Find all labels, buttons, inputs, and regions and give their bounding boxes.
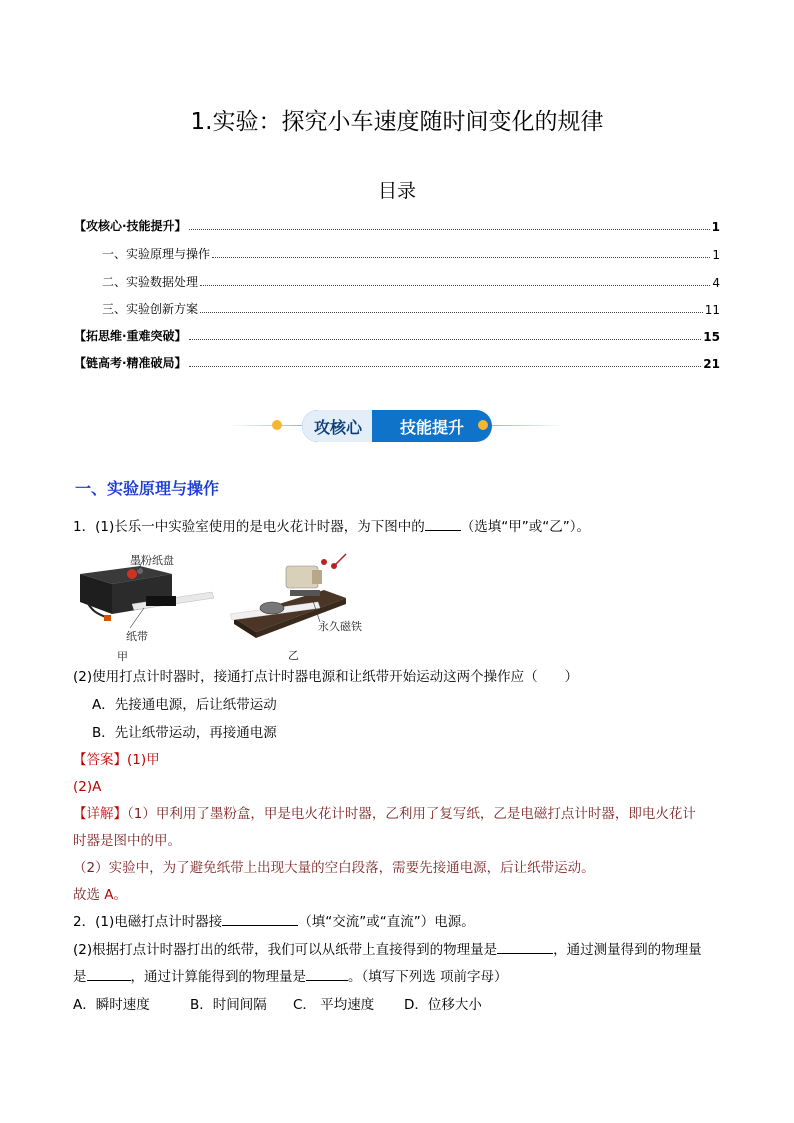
banner-dot-right (478, 420, 488, 430)
toc-entry-label: 【拓思维·重难突破】 (74, 329, 187, 343)
q2-blank-1[interactable] (222, 913, 298, 926)
toc-entry-page: 1 (711, 220, 720, 234)
toc-title: 目录 (377, 180, 416, 202)
figure-electromagnetic-timer (228, 548, 378, 664)
caption-zhidai: 纸带 (126, 630, 148, 643)
banner-line-right (492, 425, 564, 426)
toc-leader-dots (200, 312, 703, 313)
toc-entry-page: 21 (703, 357, 720, 371)
toc-entry-page: 15 (703, 330, 720, 344)
detail-text-1: （1）甲利用了墨粉盒，甲是电火花计时器，乙利用了复写纸，乙是电磁打点计时器，即电火花计 (127, 806, 696, 822)
toc-entry-label: 【链高考·精准破局】 (74, 356, 187, 370)
q1-answer-line1 (73, 751, 160, 769)
q2-part2-start: 是 (73, 969, 87, 985)
q1-part2: (2)使用打点计时器时，接通打点计时器电源和让纸带开始运动这两个操作应（ ） (73, 669, 579, 685)
toc-entry-label: 【攻核心·技能提升】 (74, 219, 187, 233)
section-heading: 一、实验原理与操作 (75, 479, 220, 498)
q2-part1-text: 2．(1)电磁打点计时器接 (73, 914, 223, 930)
document-title: 1.实验：探究小车速度随时间变化的规律 (190, 109, 604, 135)
q1-detail-line2: 时器是图中的甲。 (73, 833, 181, 849)
section-banner (228, 404, 564, 446)
toc-entry-label: 三、实验创新方案 (102, 302, 199, 316)
spark-timer-illustration (72, 552, 222, 664)
toc-leader-dots (189, 339, 702, 340)
q2-part2-text: (2)根据打点计时器打出的纸带，我们可以从纸带上直接得到的物理量是 (73, 942, 498, 958)
toc-entry-gonghexin[interactable] (74, 216, 720, 234)
toc-entry-label: 一、实验原理与操作 (102, 247, 211, 261)
conclusion-text: 故选 (73, 887, 105, 903)
q1-option-a[interactable]: A．先接通电源，后让纸带运动 (92, 697, 277, 713)
q1-part1-suffix: （选填“甲”或“乙”）。 (460, 519, 590, 535)
q2-blank-4[interactable] (306, 968, 348, 981)
electromagnetic-timer-illustration (228, 548, 378, 664)
banner-right-text: 技能提升 (399, 417, 464, 437)
toc-leader-dots (189, 366, 702, 367)
conclusion-end: 。 (113, 887, 128, 903)
caption-yongjiu-citie: 永久磁铁 (318, 620, 362, 633)
toc-entry-page: 1 (712, 248, 720, 262)
q2-part2-mid: ，通过计算能得到的物理量是 (130, 969, 306, 985)
q2-part2-suffix: ，通过测量得到的物理量 (553, 942, 702, 958)
toc-leader-dots (200, 285, 710, 286)
q1-part1 (73, 518, 590, 536)
toc-entry-page: 11 (704, 303, 720, 317)
toc-leader-dots (189, 229, 710, 230)
caption-jia: 甲 (117, 650, 128, 663)
toc-entry-liangaokao[interactable] (74, 353, 720, 371)
toc-entry-section-3[interactable] (102, 299, 720, 317)
q2-part2-line1 (73, 941, 702, 959)
detail-tag: 【详解】 (73, 806, 127, 822)
banner-line-left (228, 425, 302, 426)
toc-leader-dots (212, 257, 710, 258)
caption-mofen-zhipan: 墨粉纸盘 (130, 554, 174, 567)
q1-part1-text: 1．(1)长乐一中实验室使用的是电火花计时器，为下图中的 (73, 519, 425, 535)
q2-part2-line2 (73, 968, 508, 986)
toc-entry-page: 4 (712, 276, 720, 290)
toc-entry-section-1[interactable] (102, 244, 720, 262)
q2-option-d[interactable]: D．位移大小 (404, 997, 482, 1013)
q1-conclusion (73, 886, 127, 904)
conclusion-choice: A (104, 887, 114, 903)
q1-answer-part2: (2)A (73, 779, 102, 795)
answer-part1: (1)甲 (127, 752, 160, 768)
q2-option-a[interactable]: A．瞬时速度 (73, 997, 150, 1013)
q1-answer-blank[interactable] (425, 518, 461, 531)
banner-left-text: 攻核心 (302, 410, 372, 442)
figure-spark-timer (72, 552, 222, 664)
q2-option-c[interactable]: C． 平均速度 (293, 997, 375, 1013)
q2-blank-3[interactable] (87, 968, 131, 981)
q2-option-b[interactable]: B．时间间隔 (190, 997, 267, 1013)
banner-pill (302, 410, 492, 442)
q1-detail-line1 (73, 805, 696, 823)
banner-dot-left (272, 420, 282, 430)
q2-part2-end: 。（填写下列选 项前字母） (348, 969, 508, 985)
caption-yi: 乙 (288, 649, 299, 662)
toc-entry-section-2[interactable] (102, 272, 720, 290)
toc-entry-tuosiwei[interactable] (74, 326, 720, 344)
q2-part1-suffix: （填“交流”或“直流”）电源。 (298, 914, 475, 930)
q2-blank-2[interactable] (497, 941, 553, 954)
answer-tag: 【答案】 (73, 752, 127, 768)
q1-option-b[interactable]: B．先让纸带运动，再接通电源 (92, 725, 277, 741)
q1-detail-line3: （2）实验中，为了避免纸带上出现大量的空白段落，需要先接通电源，后让纸带运动。 (73, 860, 595, 876)
toc-entry-label: 二、实验数据处理 (102, 275, 199, 289)
q2-part1 (73, 913, 475, 931)
